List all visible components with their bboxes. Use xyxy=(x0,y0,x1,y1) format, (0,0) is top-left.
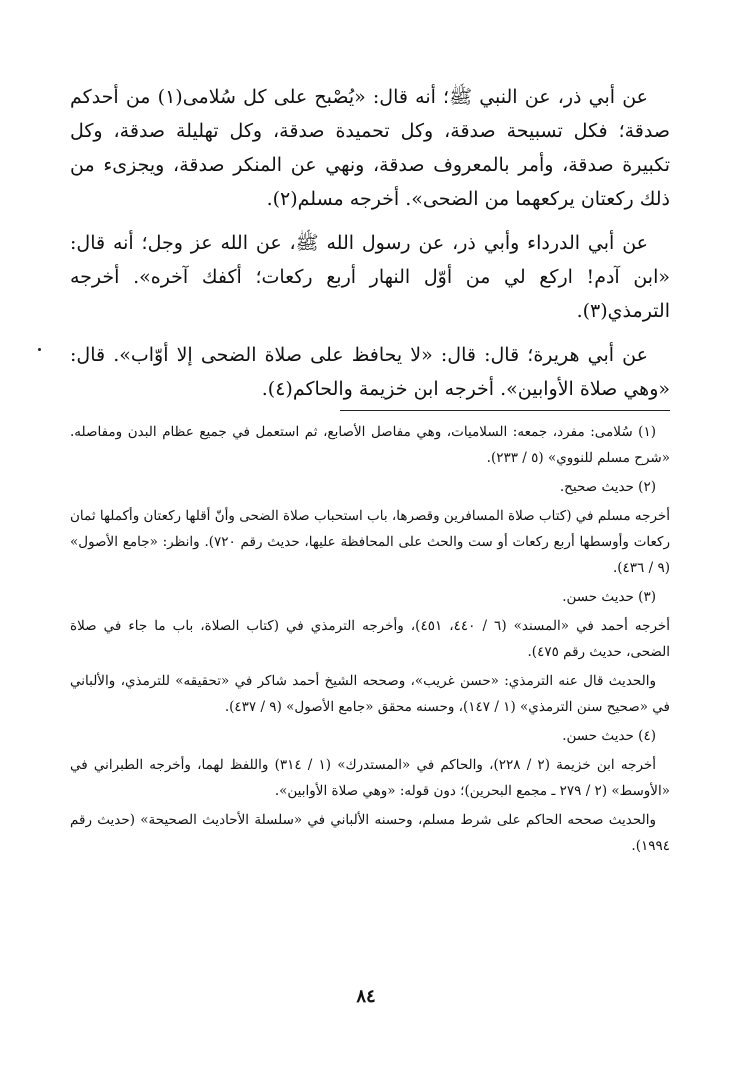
footnote-separator xyxy=(340,410,670,411)
footnote-4-source: أخرجه ابن خزيمة (٢ / ٢٢٨)، والحاكم في «المستدرك» (١ / ٣١٤) واللفظ لهما، وأخرجه الطبراني في «الأوسط» (٢ / ٢٧٩ ـ مجمع البحرين)؛ دون قوله: «وهي صلاة الأوابين». xyxy=(70,757,670,799)
footnote-2-source: أخرجه مسلم في (كتاب صلاة المسافرين وقصرها، باب استحباب صلاة الضحى وأنّ أقلها ركعتان وأكملها ثمان ركعات وأوسطها أربع ركعات أو ست والحث على المحافظة عليها، حديث رقم ٧٢٠). وانظر: «جامع الأصول» (٩ / ٤٣٦). xyxy=(70,508,670,576)
hadith-paragraph-abu-dharr: عن أبي ذر، عن النبي ﷺ؛ أنه قال: «يُصْبح على كل سُلامى(١) من أحدكم صدقة؛ فكل تسبيحة صدقة، وكل تحميدة صدقة، وكل تهليلة صدقة، وكل تكبيرة صدقة، وأمر بالمعروف صدقة، ونهي عن المنكر صدقة، ويجزىء من ذلك ركعتان يركعهما من الضحى». أخرجه مسلم(٢). xyxy=(70,86,670,210)
footnote-2-grade: (٢) حديث صحيح. xyxy=(559,479,656,495)
hadith-paragraph-abu-hurayra: عن أبي هريرة؛ قال: قال: «لا يحافظ على صلاة الضحى إلا أوّاب». قال: «وهي صلاة الأوابين». أخرجه ابن خزيمة والحاكم(٤). xyxy=(70,344,670,400)
footnote-4-assessment: والحديث صححه الحاكم على شرط مسلم، وحسنه الألباني في «سلسلة الأحاديث الصحيحة» (حديث رقم ١٩٩٤). xyxy=(70,812,670,854)
footnotes-section xyxy=(70,419,670,859)
footnote-3-source: أخرجه أحمد في «المسند» (٦ / ٤٤٠، ٤٥١)، وأخرجه الترمذي في (كتاب الصلاة، باب ما جاء في صلاة الضحى، حديث رقم ٤٧٥). xyxy=(70,618,670,660)
footnote-3-grade: (٣) حديث حسن. xyxy=(562,589,656,605)
stray-mark xyxy=(38,348,41,351)
page-number: ٨٤ xyxy=(356,986,376,1007)
page-content xyxy=(70,80,670,862)
footnote-1: (١) سُلامى: مفرد، جمعه: السلاميات، وهي مفاصل الأصابع، ثم استعمل في جميع عظام البدن ومفاصله. «شرح مسلم للنووي» (٥ / ٢٣٣). xyxy=(70,424,670,466)
hadith-paragraph-abu-darda: عن أبي الدرداء وأبي ذر، عن رسول الله ﷺ، عن الله عز وجل؛ أنه قال: «ابن آدم! اركع لي من أوّل النهار أربع ركعات؛ أكفك آخره». أخرجه الترمذي(٣). xyxy=(70,232,670,322)
footnote-4-grade: (٤) حديث حسن. xyxy=(562,728,656,744)
footnote-3-assessment: والحديث قال عنه الترمذي: «حسن غريب»، وصححه الشيخ أحمد شاكر في «تحقيقه» للترمذي، والألباني في «صحيح سنن الترمذي» (١ / ١٤٧)، وحسنه محقق «جامع الأصول» (٩ / ٤٣٧). xyxy=(70,673,670,715)
